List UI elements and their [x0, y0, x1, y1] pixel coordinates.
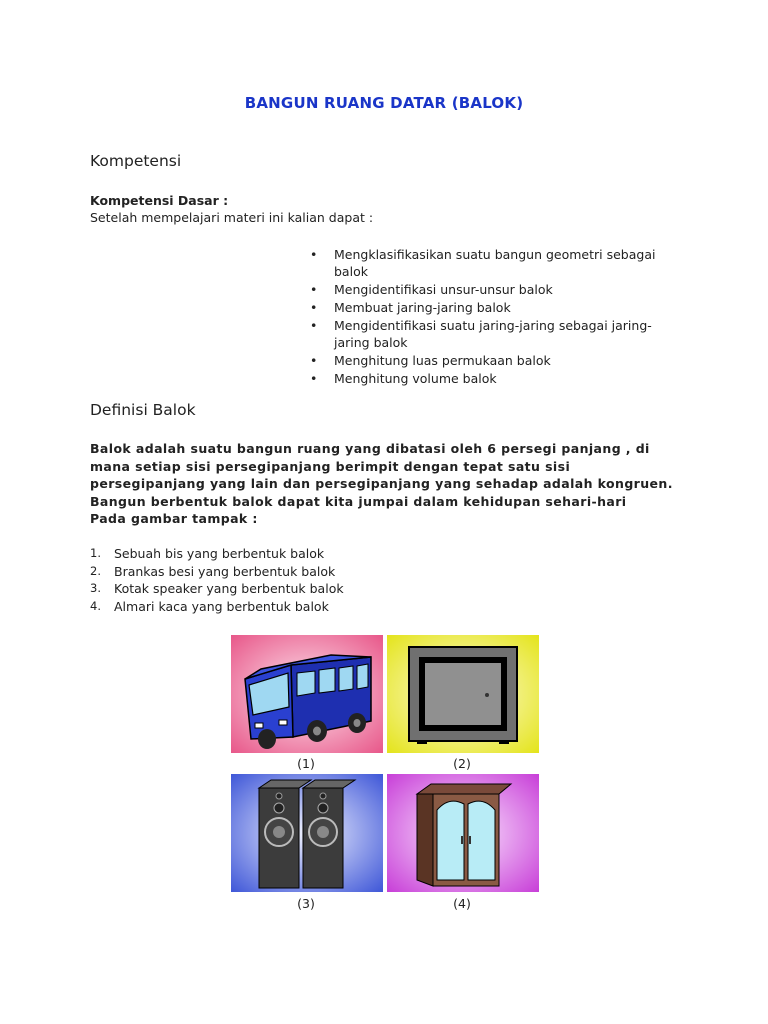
list-number: 4. [90, 598, 101, 613]
list-item [90, 580, 344, 598]
list-item: • Mengidentifikasi suatu jaring-jaring sebagai jaring-jaring balok [308, 317, 678, 351]
list-item [90, 545, 344, 563]
wardrobe-image [387, 774, 539, 892]
caption-4: (4) [453, 896, 471, 911]
speaker-icon [231, 774, 383, 892]
speaker-image [231, 774, 383, 892]
definisi-text [90, 440, 690, 528]
caption-2: (2) [453, 756, 471, 771]
kompetensi-list [308, 246, 678, 388]
list-item: • Menghitung volume balok [308, 370, 678, 387]
list-number: 3. [90, 581, 101, 595]
kompetensi-intro: Setelah mempelajari materi ini kalian dapat : [90, 210, 374, 225]
list-number: 2. [90, 563, 101, 578]
list-item: • Membuat jaring-jaring balok [308, 299, 678, 316]
list-text: Sebuah bis yang berbentuk balok [114, 546, 325, 561]
wardrobe-icon [387, 774, 539, 892]
bus-image [231, 635, 383, 753]
bus-icon [231, 635, 383, 753]
definisi-heading: Definisi Balok [90, 401, 196, 419]
list-item: • Mengklasifikasikan suatu bangun geometri sebagai balok [308, 246, 678, 280]
list-item: • Mengidentifikasi unsur-unsur balok [308, 281, 678, 298]
list-text: Almari kaca yang berbentuk balok [114, 598, 329, 614]
list-item [90, 598, 344, 616]
caption-3: (3) [297, 896, 315, 911]
kompetensi-heading: Kompetensi [90, 152, 182, 170]
list-number: 1. [90, 546, 101, 560]
list-item [90, 563, 344, 581]
examples-list [90, 545, 344, 615]
definisi-line-2: Bangun berbentuk balok dapat kita jumpai dalam kehidupan sehari-hari [90, 493, 627, 509]
kompetensi-dasar-label: Kompetensi Dasar : [90, 193, 229, 208]
definisi-line-3: Pada gambar tampak : [90, 511, 258, 526]
definisi-paragraph: Balok adalah suatu bangun ruang yang dibatasi oleh 6 persegi panjang , di mana setiap sisi persegipanjang berimpit dengan tepat satu sisi persegipanjang yang lain dan persegipanjang yang sehadap adalah kongruen. [90, 441, 673, 491]
page-title: BANGUN RUANG DATAR (BALOK) [244, 94, 524, 112]
list-text: Brankas besi yang berbentuk balok [114, 563, 336, 579]
caption-1: (1) [297, 756, 315, 771]
list-item: • Menghitung luas permukaan balok [308, 352, 678, 369]
safe-icon [387, 635, 539, 753]
safe-image [387, 635, 539, 753]
list-text: Kotak speaker yang berbentuk balok [114, 581, 344, 596]
